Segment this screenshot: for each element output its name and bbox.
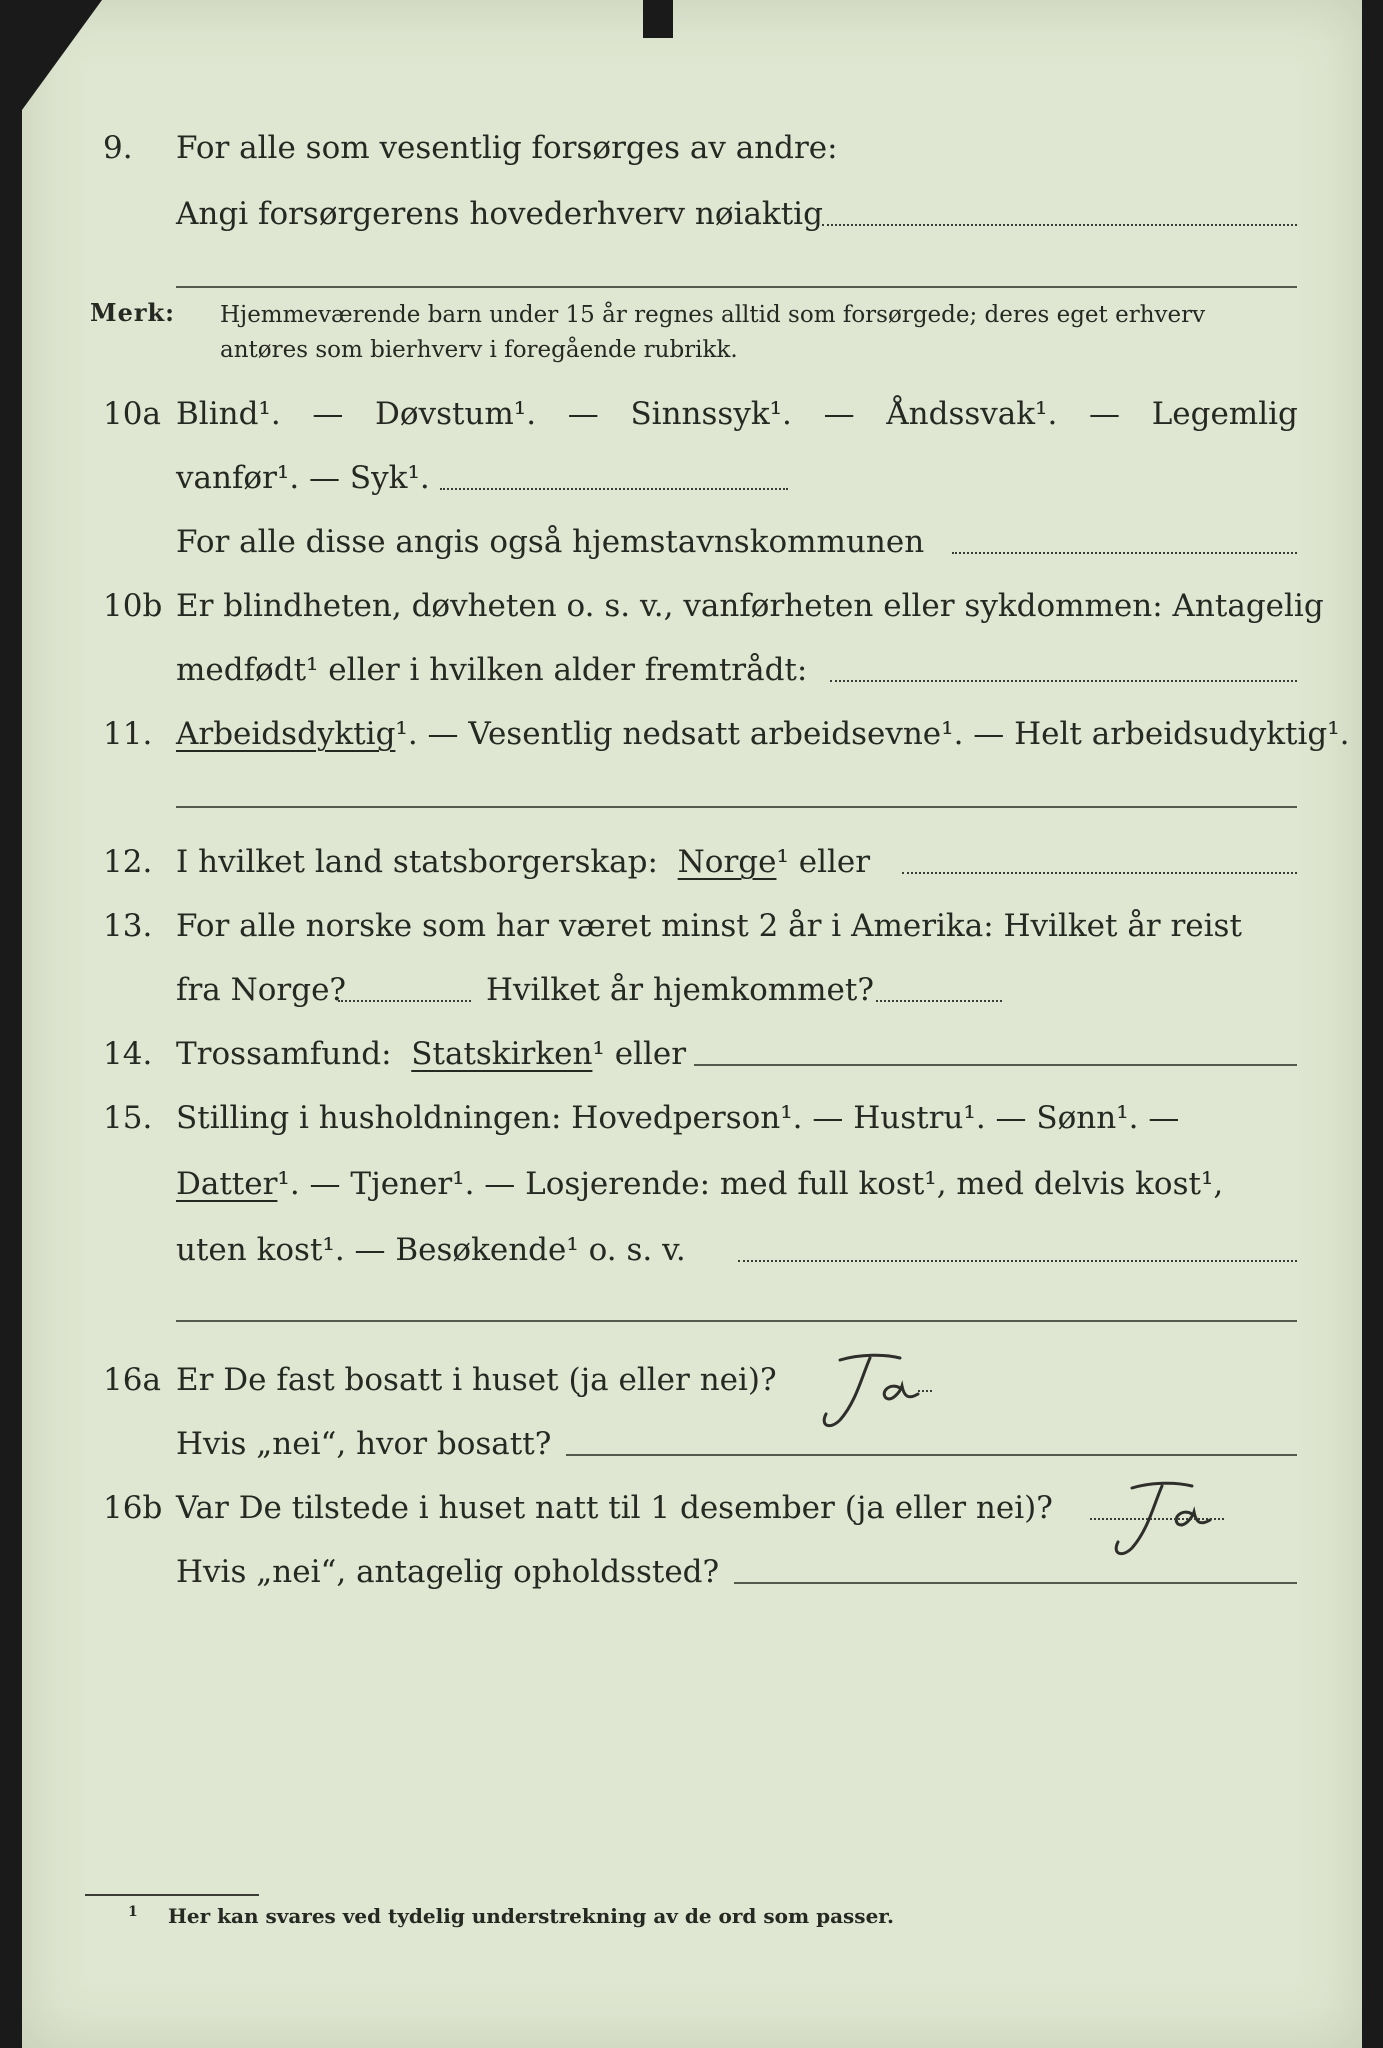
q12-label: I hvilket land statsborgerskap: — [176, 844, 658, 880]
q10b-question: Er blindheten, døvheten o. s. v., vanførheten eller sykdommen: Antagelig — [176, 588, 1324, 624]
q10a-vanfor-syk: vanfør¹. — Syk¹. — [176, 460, 430, 496]
q12-number: 12. — [103, 844, 153, 880]
q16b-answer-field[interactable] — [1090, 1518, 1224, 1520]
q15-answer-line[interactable] — [176, 1320, 1297, 1322]
opt-andssvak: Åndssvak¹. — [886, 396, 1058, 432]
q10b-alder-label: medfødt¹ eller i hvilken alder fremtrådt: — [176, 652, 808, 688]
q16a-question: Er De fast bosatt i huset (ja eller nei)? — [176, 1362, 777, 1398]
q16a-answer-field[interactable] — [918, 1390, 932, 1392]
opt-statskirken-underlined: Statskirken — [411, 1036, 593, 1072]
footnote-rule — [85, 1894, 259, 1896]
q12-question — [176, 838, 870, 886]
q10a-line3 — [0, 518, 1383, 566]
opt-datter-underlined: Datter — [176, 1166, 278, 1202]
merk-line2: antøres som bierhverv i foregående rubrikk. — [220, 337, 738, 363]
dash: — — [567, 396, 599, 432]
q14-line — [0, 1030, 1383, 1078]
q9-answer-field[interactable] — [822, 224, 1297, 226]
q14-question — [176, 1030, 686, 1078]
q11-number: 11. — [103, 716, 153, 752]
q9-answer-line2[interactable] — [176, 286, 1297, 288]
q16a-line2 — [0, 1420, 1383, 1468]
dash: — — [1089, 396, 1121, 432]
q15-line3 — [0, 1226, 1383, 1274]
q15-line1 — [0, 1094, 1383, 1142]
q9-line1 — [0, 124, 1383, 172]
q16a-bosatt-label: Hvis „nei“, hvor bosatt? — [176, 1426, 552, 1462]
q10a-hjemstavn-label: For alle disse angis også hjemstavnskommunen — [176, 524, 925, 560]
q11-answer-line[interactable] — [176, 806, 1297, 808]
q16b-opholdssted-label: Hvis „nei“, antagelig opholdssted? — [176, 1554, 720, 1590]
opt-norge-underlined: Norge — [677, 844, 777, 880]
q14-label: Trossamfund: — [176, 1036, 392, 1072]
q12-land-field[interactable] — [902, 872, 1297, 874]
q16a-number: 16a — [103, 1362, 161, 1398]
q9-question: For alle som vesentlig forsørges av andre: — [176, 130, 838, 166]
q16a-bosatt-field[interactable] — [566, 1454, 1297, 1456]
q15-question: Stilling i husholdningen: Hovedperson¹. — Hustru¹. — Sønn¹. — — [176, 1100, 1180, 1136]
q13-reist-label: fra Norge? — [176, 972, 347, 1008]
q16b-answer-text: Ja — [1090, 1476, 1091, 1477]
opt-dovstum: Døvstum¹. — [375, 396, 537, 432]
q14-trossamfund-field[interactable] — [694, 1064, 1297, 1066]
q15-number: 15. — [103, 1100, 153, 1136]
q10b-number: 10b — [103, 588, 163, 624]
q16b-opholdssted-field[interactable] — [734, 1582, 1297, 1584]
q9-line2 — [0, 190, 1383, 238]
q13-number: 13. — [103, 908, 153, 944]
merk-line1: Hjemmeværende barn under 15 år regnes alltid som forsørgede; deres eget erhverv — [220, 302, 1206, 328]
q10a-number: 10a — [103, 396, 161, 432]
q10a-hjemstavn-field[interactable] — [952, 552, 1297, 554]
q11-line — [0, 710, 1383, 758]
q14-eller: ¹ eller — [592, 1036, 687, 1072]
q11-rest: ¹. — Vesentlig nedsatt arbeidsevne¹. — Helt arbeidsudyktig¹. — [395, 716, 1350, 752]
q13-question: For alle norske som har været minst 2 år i Amerika: Hvilket år reist — [176, 908, 1242, 944]
q12-line — [0, 838, 1383, 886]
footnote-marker: 1 — [128, 1904, 138, 1920]
q13-hjemkommet-field[interactable] — [876, 1000, 1002, 1002]
q13-hjemkommet-label: Hvilket år hjemkommet? — [486, 972, 874, 1008]
q13-line2 — [0, 966, 1383, 1014]
q10b-line2 — [0, 646, 1383, 694]
dash: — — [312, 396, 344, 432]
q10a-options — [176, 390, 1298, 438]
q16b-number: 16b — [103, 1490, 163, 1526]
q10a-line2 — [0, 454, 1383, 502]
q16a-line1 — [0, 1356, 1383, 1404]
footnote-text: Her kan svares ved tydelig understrekning av de ord som passer. — [168, 1904, 894, 1928]
opt-sinnssyk: Sinnssyk¹. — [630, 396, 792, 432]
merk-label: Merk: — [90, 298, 175, 327]
q10b-alder-field[interactable] — [830, 680, 1297, 682]
q16b-question: Var De tilstede i huset natt til 1 desember (ja eller nei)? — [176, 1490, 1053, 1526]
q13-line1 — [0, 902, 1383, 950]
dash: — — [823, 396, 855, 432]
q15-besokende: uten kost¹. — Besøkende¹ o. s. v. — [176, 1232, 686, 1268]
q16a-answer-text: Ja — [800, 1346, 801, 1347]
q15-line2-rest: ¹. — Tjener¹. — Losjerende: med full kost¹, med delvis kost¹, — [277, 1166, 1224, 1202]
q13-reist-field[interactable] — [338, 1000, 471, 1002]
q10a-syk-field[interactable] — [440, 488, 788, 490]
q10b-line1 — [0, 582, 1383, 630]
q10a-line1 — [0, 390, 1383, 438]
q15-line2 — [0, 1160, 1383, 1208]
opt-blind: Blind¹. — [176, 396, 281, 432]
q16b-line2 — [0, 1548, 1383, 1596]
q15-field[interactable] — [738, 1260, 1297, 1262]
opt-arbeidsdyktig-underlined: Arbeidsdyktig — [176, 716, 396, 752]
opt-legemlig: Legemlig — [1151, 396, 1298, 432]
q14-number: 14. — [103, 1036, 153, 1072]
folded-corner — [22, 0, 102, 110]
q15-options — [176, 1160, 1223, 1208]
q11-options — [176, 710, 1350, 758]
q9-provider-label: Angi forsørgerens hovederhverv nøiaktig — [176, 196, 823, 232]
binding-tab — [643, 0, 673, 38]
q12-eller: ¹ eller — [776, 844, 871, 880]
q9-number: 9. — [103, 130, 133, 166]
